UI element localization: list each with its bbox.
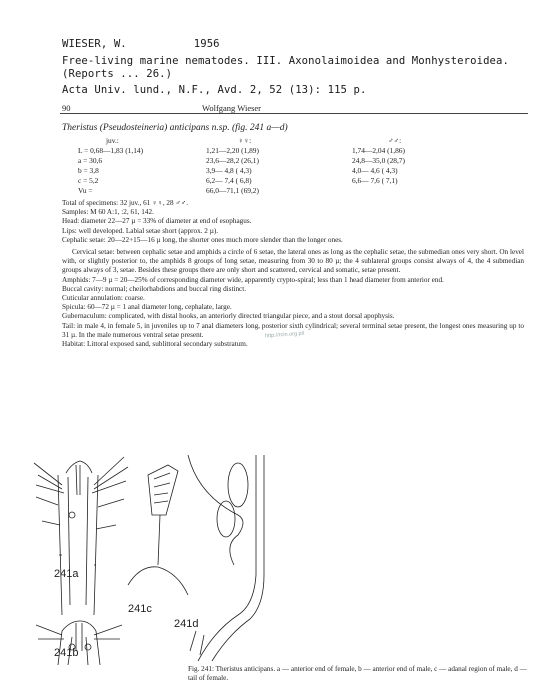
paragraph: Tail: in male 4, in female 5, in juveniles up to 7 anal diameters long, posterior sixth cylindrical; several terminal setae present, the longest ones measuring up to 31 µ. In the male numerous ventral setae present. [62, 321, 524, 339]
page-header [62, 103, 528, 117]
paragraph: Head: diameter 22—27 µ = 33% of diameter at end of esophagus. [62, 217, 252, 226]
male-value: 1,74—2,04 (1,86) [352, 146, 405, 155]
paragraph: Gubernaculum: complicated, with distal hooks, an anteriorly directed triangular piece, and a stout dorsal apophysis. [62, 312, 395, 321]
label-241d: 241d [174, 618, 199, 630]
drawing-241d [188, 455, 264, 661]
nematode-drawings [28, 455, 358, 665]
paragraph: Lips: well developed. Labial setae short (approx. 2 µ). [62, 226, 219, 235]
typed-author-line [62, 38, 220, 50]
paragraph: Cervical setae: between cephalic setae and amphids a circle of 6 setae, the lateral ones as long as the cephalic setae, the submedian ones very short. On level with, or slightly posterior to, the amphids 8 groups of long setae, measuring from 30 to 80 µ; the 4 sublateral groups consist always of 4, the 4 submedian groups always of 3, setae. Besides these groups there are only short and scattered, cervical and somatic, setae present. [62, 248, 524, 275]
figure-caption: Fig. 241: Theristus anticipans. a — anterior end of female, b — anterior end of male, c — adanal region of male, d — tail of female. [188, 665, 527, 683]
figure-241 [28, 455, 358, 665]
female-value: 6,2— 7,4 ( 6,8) [206, 175, 252, 185]
female-value: 66,0—71,1 (69,2) [206, 185, 259, 195]
paragraph: Cephalic setae: 20—22+15—16 µ long, the shorter ones much more slender than the longer ones. [62, 235, 343, 244]
paragraph: Total of specimens: 32 juv., 61 ♀♀, 28 ♂♂. [62, 199, 188, 207]
female-value: 3,9— 4,8 ( 4,3) [206, 165, 252, 175]
male-value: 4,0— 4,6 ( 4,3) [352, 165, 398, 175]
description-body [62, 199, 524, 349]
typed-author: WIESER, W. [62, 38, 127, 50]
page-number: 90 [62, 103, 71, 113]
paragraph: Samples: M 60 A:1, :2, 61, 142. [62, 208, 154, 217]
drawing-241a [34, 457, 128, 615]
drawing-241c [128, 465, 188, 595]
paragraph: Spicula: 60—72 µ = 1 anal diameter long, cephalate, large. [62, 303, 232, 312]
typed-title-line: Free-living marine nematodes. III. Axonolaimoidea and Monhysteroidea. [62, 55, 509, 67]
col-juv-header: juv.: [106, 136, 119, 145]
female-value: 23,6—28,2 (26,1) [206, 155, 259, 165]
typed-year: 1956 [193, 38, 220, 50]
header-rule [60, 113, 528, 114]
row-label: a = 30,6 [78, 155, 103, 165]
running-author: Wolfgang Wieser [202, 103, 262, 113]
paragraph: Habitat: Littoral exposed sand, sublittoral secondary substratum. [62, 340, 248, 349]
label-241a: 241a [54, 568, 79, 580]
col-male-header: ♂♂: [388, 136, 402, 145]
paragraph: Buccal cavity: normal; cheilorhabdions and buccal ring distinct. [62, 284, 247, 293]
row-label: Vu = [78, 185, 93, 195]
drawing-241b [36, 621, 122, 665]
typed-citation-line: Acta Univ. lund., N.F., Avd. 2, 52 (13): 115 p. [62, 84, 367, 96]
label-241b: 241b [54, 647, 79, 659]
label-241c: 241c [128, 603, 152, 615]
typed-series-line: (Reports ... 26.) [62, 68, 173, 80]
watermark-url: http://rcin.org.pl/ [264, 330, 305, 340]
species-title: Theristus (Pseudosteineria) anticipans n.sp. (fig. 241 a—d) [62, 123, 288, 133]
col-female-header: ♀♀: [238, 136, 252, 145]
paragraph: Cuticular annulation: coarse. [62, 294, 145, 303]
row-label: b = 3,8 [78, 165, 99, 175]
measure-male [352, 146, 405, 186]
female-value: 1,21—2,20 (1,89) [206, 146, 259, 155]
row-label: L = 0,68—1,83 (1,14) [78, 146, 144, 155]
paragraph: Amphids: 7—9 µ = 20—25% of corresponding diameter wide, apparently crypto-spiral; less than 1 head diameter from anterior end. [62, 275, 444, 284]
row-label: c = 5,2 [78, 175, 99, 185]
male-value: 6,6— 7,6 ( 7,1) [352, 175, 398, 185]
measure-labels [78, 146, 143, 196]
measure-female [206, 146, 259, 196]
male-value: 24,8—35,0 (28,7) [352, 155, 405, 165]
